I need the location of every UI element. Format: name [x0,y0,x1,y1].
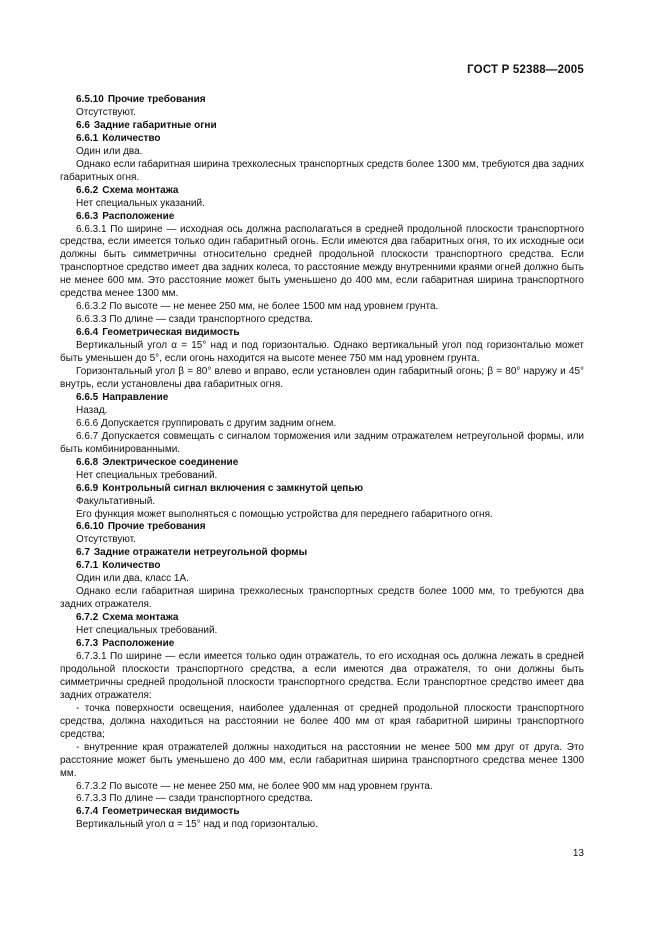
section-number: 6.7 [76,547,90,559]
section-heading [60,612,584,625]
section-title: Схема монтажа [102,184,179,196]
section-number: 6.7.1 [76,560,99,572]
paragraph: Один или два. [76,145,143,157]
section-heading [60,327,584,340]
section-title: Количество [102,560,161,572]
section-title: Электрическое соединение [102,456,239,468]
paragraph: Нет специальных требований. [76,469,218,481]
section-heading [60,638,584,651]
section-title: Задние отражатели нетреугольной формы [93,547,308,559]
paragraph: Однако если габаритная ширина трехколесных транспортных средств более 1300 мм, требуются два задних габаритных огня. [60,158,584,183]
section-number: 6.6.8 [76,456,99,468]
paragraph: Факультативный. [76,495,156,507]
paragraph: - внутренние края отражателей должны находиться на расстоянии не менее 500 мм друг от друга. Это расстояние может быть уменьшено до 400 мм, если габаритная ширина транспортного средства менее 1300 мм. [60,741,584,779]
paragraph: Однако если габаритная ширина трехколесных транспортных средств более 1000 мм, то требуются два задних отражателя. [60,586,584,611]
section-title: Прочие требования [107,521,206,533]
section-heading [60,211,584,224]
paragraph: Один или два, класс 1А. [76,573,189,585]
paragraph: Горизонтальный угол β = 80° влево и вправо, если установлен один габаритный огонь; β = 80° наружу и 45° внутрь, если установлены два габаритных огня. [60,366,584,390]
section-heading [60,185,584,198]
section-number: 6.7.3 [76,638,99,650]
section-heading [60,94,584,107]
paragraph: Отсутствуют. [76,106,136,118]
paragraph: 6.7.3.1 По ширине — если имеется только один отражатель, то его исходная ось должна лежать в средней продольной плоскости транспортного средства, а если имеются два отражателя, то они должны быть симметричны средней продольной плоскости транспортного средства. Если транспортное средство имеет два задних отражателя: [60,650,584,701]
section-heading [60,457,584,470]
section-number: 6.6.1 [76,132,99,144]
section-heading [60,483,584,496]
section-number: 6.6.4 [76,327,99,339]
section-heading [60,806,584,819]
section-number: 6.6.10 [76,521,104,533]
paragraph: Вертикальный угол α = 15° над и под горизонталью. [76,819,318,831]
section-title: Расположение [102,638,175,650]
paragraph: Вертикальный угол α = 15° над и под горизонталью. Однако вертикальный угол под горизонталью может быть уменьшен до 5°, если огонь находится на высоте менее 750 мм над уровнем грунта. [60,340,584,365]
section-number: 6.6 [76,119,90,131]
section-number: 6.5.10 [76,94,104,105]
document-body [60,94,584,832]
section-number: 6.6.2 [76,184,99,196]
paragraph: 6.6.3.2 По высоте — не менее 250 мм, не более 1500 мм над уровнем грунта. [76,301,439,313]
paragraph: 6.6.7 Допускается совмещать с сигналом торможения или задним отражателем нетреугольной формы, или быть комбинированными. [60,430,584,455]
section-title: Расположение [102,210,175,222]
paragraph: Нет специальных требований. [76,625,218,637]
section-title: Схема монтажа [102,612,179,624]
section-number: 6.7.4 [76,806,99,818]
paragraph: 6.6.6 Допускается группировать с другим задним огнем. [76,417,337,429]
paragraph: 6.6.3.1 По ширине — исходная ось должна располагаться в средней продольной плоскости транспортного средства, если имеется только один габаритный огонь. Если имеются два габаритных огня, то их исходные оси должны быть симметричны относительно средней продольной плоскости транспортного средства. Если транспортное средство имеет два задних колеса, то расстояние между внутренними краями огней должно быть не менее 600 мм. Это расстояние может быть уменьшено до 400 мм, если габаритная ширина транспортного средства менее 1300 мм. [60,223,584,300]
paragraph: 6.6.3.3 По длине — сзади транспортного средства. [76,314,313,326]
section-heading [60,120,584,133]
section-heading [60,392,584,405]
section-heading [60,521,584,534]
paragraph: 6.7.3.3 По длине — сзади транспортного средства. [76,793,313,805]
paragraph: Нет специальных указаний. [76,197,205,209]
section-title: Геометрическая видимость [102,327,240,339]
paragraph: Отсутствуют. [76,534,136,546]
section-title: Количество [102,132,161,144]
section-title: Геометрическая видимость [102,806,240,818]
section-title: Направление [102,391,169,403]
paragraph: 6.7.3.2 По высоте — не менее 250 мм, не более 900 мм над уровнем грунта. [76,780,433,792]
section-title: Задние габаритные огни [93,119,217,131]
section-heading [60,560,584,573]
page-number: 13 [572,848,584,859]
section-title: Контрольный сигнал включения с замкнутой цепью [102,482,364,494]
paragraph: Назад. [76,404,108,416]
section-number: 6.7.2 [76,612,99,624]
paragraph: - точка поверхности освещения, наиболее удаленная от средней продольной плоскости транспортного средства, должна находиться на расстоянии не более 400 мм от края габаритной ширины транспортного средства; [60,702,584,740]
section-heading [60,133,584,146]
section-title: Прочие требования [107,94,206,105]
standard-designation: ГОСТ Р 52388—2005 [467,64,584,76]
section-number: 6.6.3 [76,210,99,222]
section-heading [60,547,584,560]
section-number: 6.6.5 [76,391,99,403]
paragraph: Его функция может выполняться с помощью устройства для переднего габаритного огня. [76,508,493,520]
section-number: 6.6.9 [76,482,99,494]
